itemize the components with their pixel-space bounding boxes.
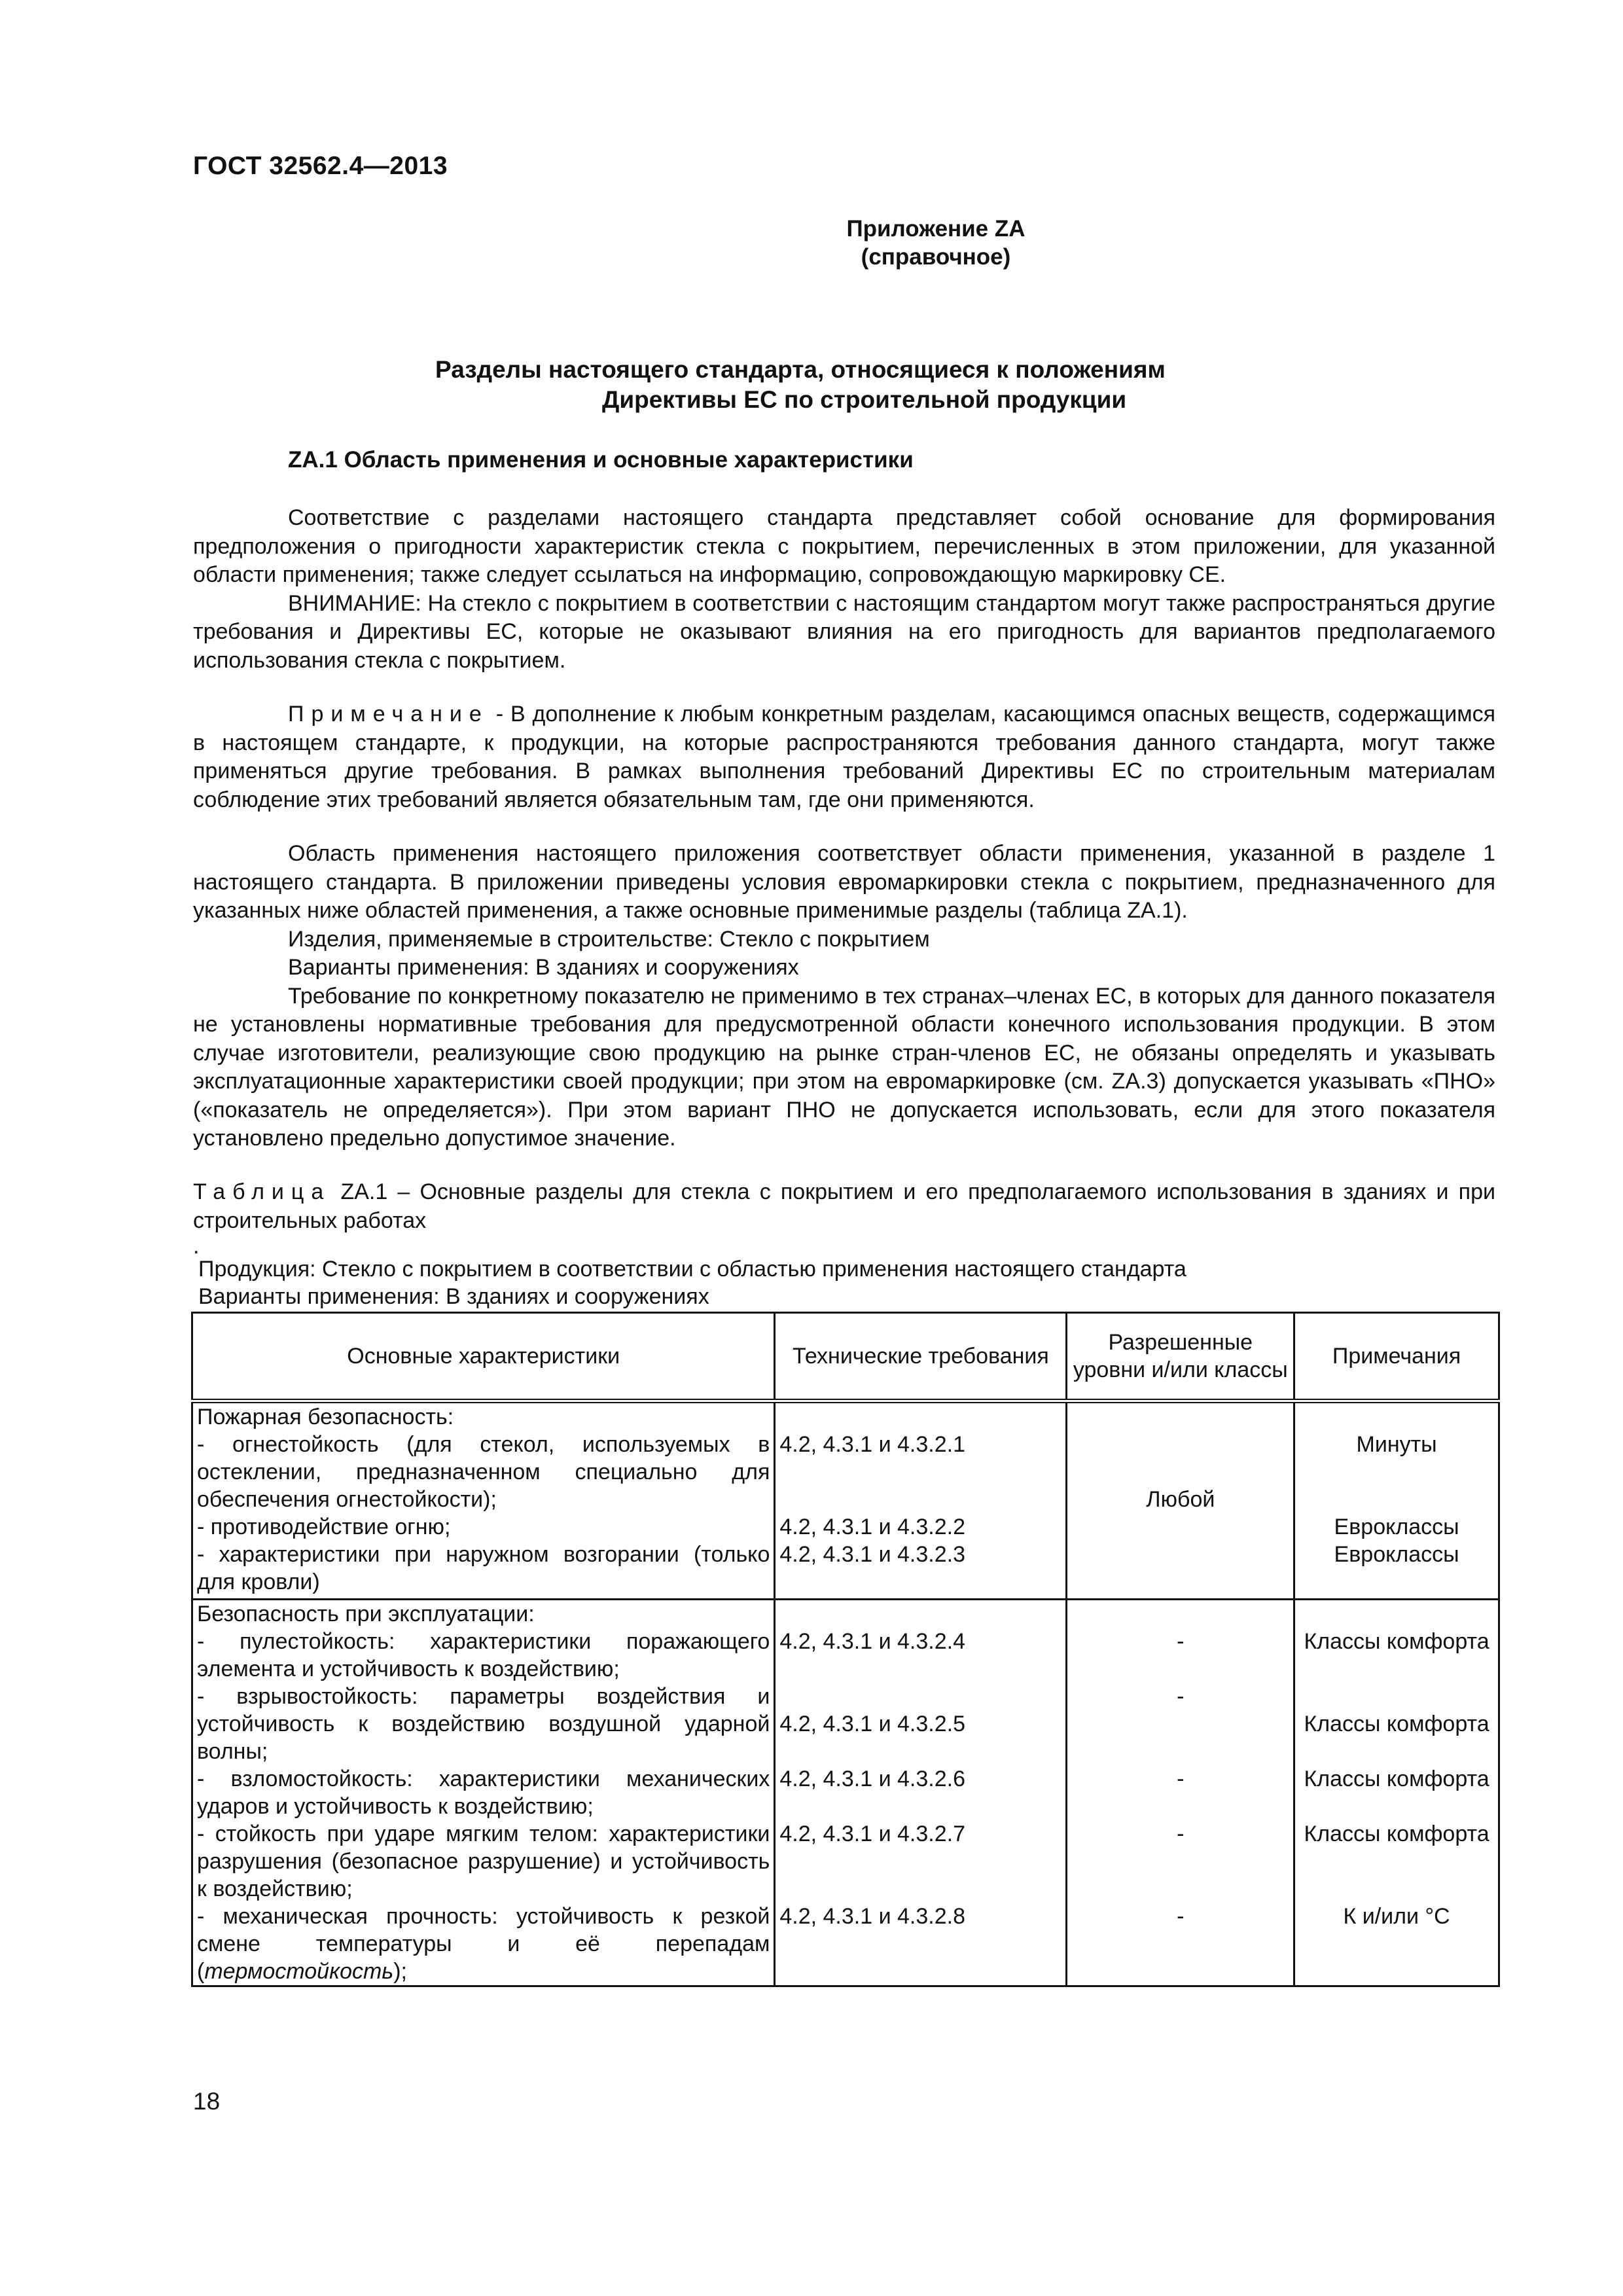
header-notes: Примечания	[1294, 1313, 1499, 1401]
table-intro-usage: Варианты применения: В зданиях и сооружениях	[198, 1284, 709, 1309]
table-intro-product: Продукция: Стекло с покрытием в соответствии с областью применения настоящего стандарта	[198, 1257, 1186, 1282]
safety-item-burglar: - взломостойкость: характеристики механических ударов и устойчивость к воздействию;	[197, 1767, 770, 1819]
safety-note-3: Классы комфорта	[1304, 1767, 1489, 1791]
fire-req-2: 4.2, 4.3.1 и 4.3.2.2	[779, 1515, 965, 1539]
header-requirements: Технические требования	[775, 1313, 1067, 1401]
paragraph-conformity: Соответствие с разделами настоящего стандарта представляет собой основание для формирования предположения о пригодности характеристик стекла с покрытием, перечисленных в этом приложении, для указанной области применения; также следует ссылаться на информацию, сопровождающую маркировку CE.	[193, 505, 1495, 587]
table-caption	[193, 1178, 1495, 1235]
fire-group-label: Пожарная безопасность:	[197, 1405, 454, 1429]
safety-level-2: -	[1177, 1684, 1185, 1709]
safety-item-thermal: - механическая прочность: устойчивость к резкой смене температуры и её перепадам (термостойкость);	[197, 1904, 770, 1984]
safety-note-5: К и/или °С	[1343, 1904, 1450, 1929]
characteristics-table	[191, 1312, 1500, 1987]
safety-req-1: 4.2, 4.3.1 и 4.3.2.4	[779, 1629, 965, 1654]
safety-level-4: -	[1177, 1821, 1185, 1846]
fire-notes-cell	[1294, 1401, 1499, 1600]
safety-notes-cell	[1294, 1600, 1499, 1986]
fire-note-1: Минуты	[1356, 1432, 1437, 1457]
fire-note-3: Евроклассы	[1334, 1542, 1459, 1567]
safety-characteristics-cell	[192, 1600, 775, 1986]
paragraph-usage: Варианты применения: В зданиях и сооружениях	[288, 955, 799, 980]
table-row-safety	[192, 1600, 1499, 1986]
annex-type: (справочное)	[861, 244, 1011, 270]
safety-level-5: -	[1177, 1904, 1185, 1929]
note-label: Примечание	[288, 702, 489, 726]
paragraph-warning: ВНИМАНИЕ: На стекло с покрытием в соответствии с настоящим стандартом могут также распространяться другие требования и Директивы ЕС, которые не оказывают влияния на его пригодность для вариантов предполагаемого использования стекла с покрытием.	[193, 590, 1495, 673]
table-caption-text: ZA.1 – Основные разделы для стекла с покрытием и его предполагаемого использования в зданиях и при строительных работах	[193, 1179, 1495, 1233]
fire-req-1: 4.2, 4.3.1 и 4.3.2.1	[779, 1432, 965, 1457]
thermal-italic-term: термостойкость	[204, 1959, 394, 1984]
note-block	[193, 700, 1495, 814]
safety-req-2: 4.2, 4.3.1 и 4.3.2.5	[779, 1712, 965, 1736]
safety-note-1: Классы комфорта	[1304, 1629, 1489, 1654]
annex-title-line-1: Разделы настоящего стандарта, относящиеся к положениям	[435, 356, 1166, 383]
table-row-fire	[192, 1401, 1499, 1600]
paragraph-scope: Область применения настоящего приложения соответствует области применения, указанной в разделе 1 настоящего стандарта. В приложении приведены условия евромаркировки стекла с покрытием, предназначенного для указанных ниже областей применения, а также основные применимые разделы (таблица ZA.1).	[193, 841, 1495, 923]
annex-label: Приложение ZA	[846, 216, 1026, 242]
safety-levels-cell	[1067, 1600, 1294, 1986]
safety-req-5: 4.2, 4.3.1 и 4.3.2.8	[779, 1904, 965, 1929]
safety-note-2: Классы комфорта	[1304, 1712, 1489, 1736]
safety-group-label: Безопасность при эксплуатации:	[197, 1602, 535, 1626]
fire-levels-cell	[1067, 1401, 1294, 1600]
safety-requirements-cell	[775, 1600, 1067, 1986]
table-header-row	[192, 1313, 1499, 1401]
note-paragraph	[193, 700, 1495, 814]
fire-item-reaction: - противодействие огню;	[197, 1515, 451, 1539]
table-intro	[198, 1255, 1186, 1310]
page-number: 18	[193, 2088, 221, 2115]
document-id: ГОСТ 32562.4—2013	[193, 152, 448, 180]
fire-item-external: - характеристики при наружном возгорании (только для кровли)	[197, 1542, 770, 1594]
table-caption-label: Таблица	[193, 1179, 331, 1204]
intro-block	[193, 504, 1495, 675]
fire-item-resistance: - огнестойкость (для стекол, используемых в остеклении, предназначенном специально для обеспечения огнестойкости);	[197, 1432, 770, 1512]
note-text: - В дополнение к любым конкретным разделам, касающимся опасных веществ, содержащимся в настоящем стандарте, к продукции, на которые распространяются требования данного стандарта, могут также применяться другие требования. В рамках выполнения требований Директивы ЕС по строительным материалам соблюдение этих требований является обязательным там, где они применяются.	[193, 702, 1495, 812]
safety-item-soft-body: - стойкость при ударе мягким телом: характеристики разрушения (безопасное разрушение) и устойчивость к воздействию;	[197, 1821, 770, 1901]
header-levels: Разрешенные уровни и/или классы	[1067, 1313, 1294, 1401]
stray-dot: .	[193, 1234, 200, 1259]
section-heading: ZA.1 Область применения и основные характеристики	[288, 447, 914, 473]
safety-level-3: -	[1177, 1767, 1185, 1791]
fire-characteristics-cell	[192, 1401, 775, 1600]
safety-level-1: -	[1177, 1629, 1185, 1654]
safety-item-bullet: - пулестойкость: характеристики поражающего элемента и устойчивость к воздействию;	[197, 1629, 770, 1681]
fire-requirements-cell	[775, 1401, 1067, 1600]
safety-req-3: 4.2, 4.3.1 и 4.3.2.6	[779, 1767, 965, 1791]
scope-block	[193, 840, 1495, 1153]
fire-req-3: 4.2, 4.3.1 и 4.3.2.3	[779, 1542, 965, 1567]
header-characteristics: Основные характеристики	[192, 1313, 775, 1401]
safety-note-4: Классы комфорта	[1304, 1821, 1489, 1846]
safety-item-blast: - взрывостойкость: параметры воздействия и устойчивость к воздействию воздушной ударной волны;	[197, 1684, 770, 1764]
fire-note-2: Евроклассы	[1334, 1515, 1459, 1539]
annex-title-line-2: Директивы ЕС по строительной продукции	[602, 386, 1127, 413]
fire-level-any: Любой	[1146, 1487, 1215, 1512]
paragraph-requirements: Требование по конкретному показателю не применимо в тех странах–членах ЕС, в которых для данного показателя не установлены нормативные требования для предусмотренной области конечного использования продукции. В этом случае изготовители, реализующие свою продукцию на рынке стран-членов ЕС, не обязаны определять и указывать эксплуатационные характеристики своей продукции; при этом на евромаркировке (см. ZA.3) допускается указывать «ПНО» («показатель не определяется»). При этом вариант ПНО не допускается использовать, если для этого показателя установлено предельно допустимое значение.	[193, 983, 1495, 1151]
safety-req-4: 4.2, 4.3.1 и 4.3.2.7	[779, 1821, 965, 1846]
paragraph-products: Изделия, применяемые в строительстве: Стекло с покрытием	[288, 926, 930, 952]
